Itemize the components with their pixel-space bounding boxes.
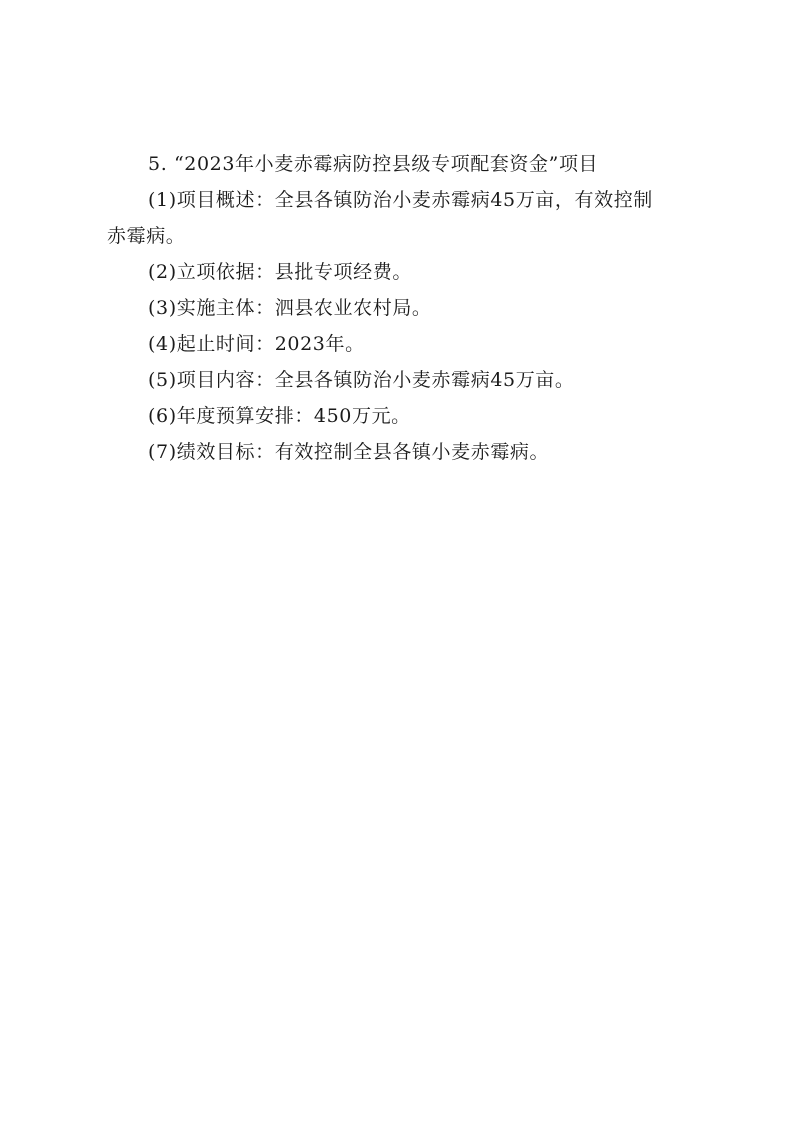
item-4: (4)起止时间：2023年。 <box>148 333 365 355</box>
item-5: (5)项目内容：全县各镇防治小麦赤霉病45万亩。 <box>148 369 575 391</box>
document-body <box>107 146 697 470</box>
section-heading: 5. “2023年小麦赤霉病防控县级专项配套资金”项目 <box>148 153 599 175</box>
item-2: (2)立项依据：县批专项经费。 <box>148 261 412 283</box>
item-6: (6)年度预算安排：450万元。 <box>148 405 411 427</box>
item-3: (3)实施主体：泗县农业农村局。 <box>148 297 432 319</box>
item-1-line-1: (1)项目概述：全县各镇防治小麦赤霉病45万亩，有效控制 <box>148 189 653 211</box>
item-7: (7)绩效目标：有效控制全县各镇小麦赤霉病。 <box>148 441 550 463</box>
item-1-line-2: 赤霉病。 <box>107 225 186 247</box>
